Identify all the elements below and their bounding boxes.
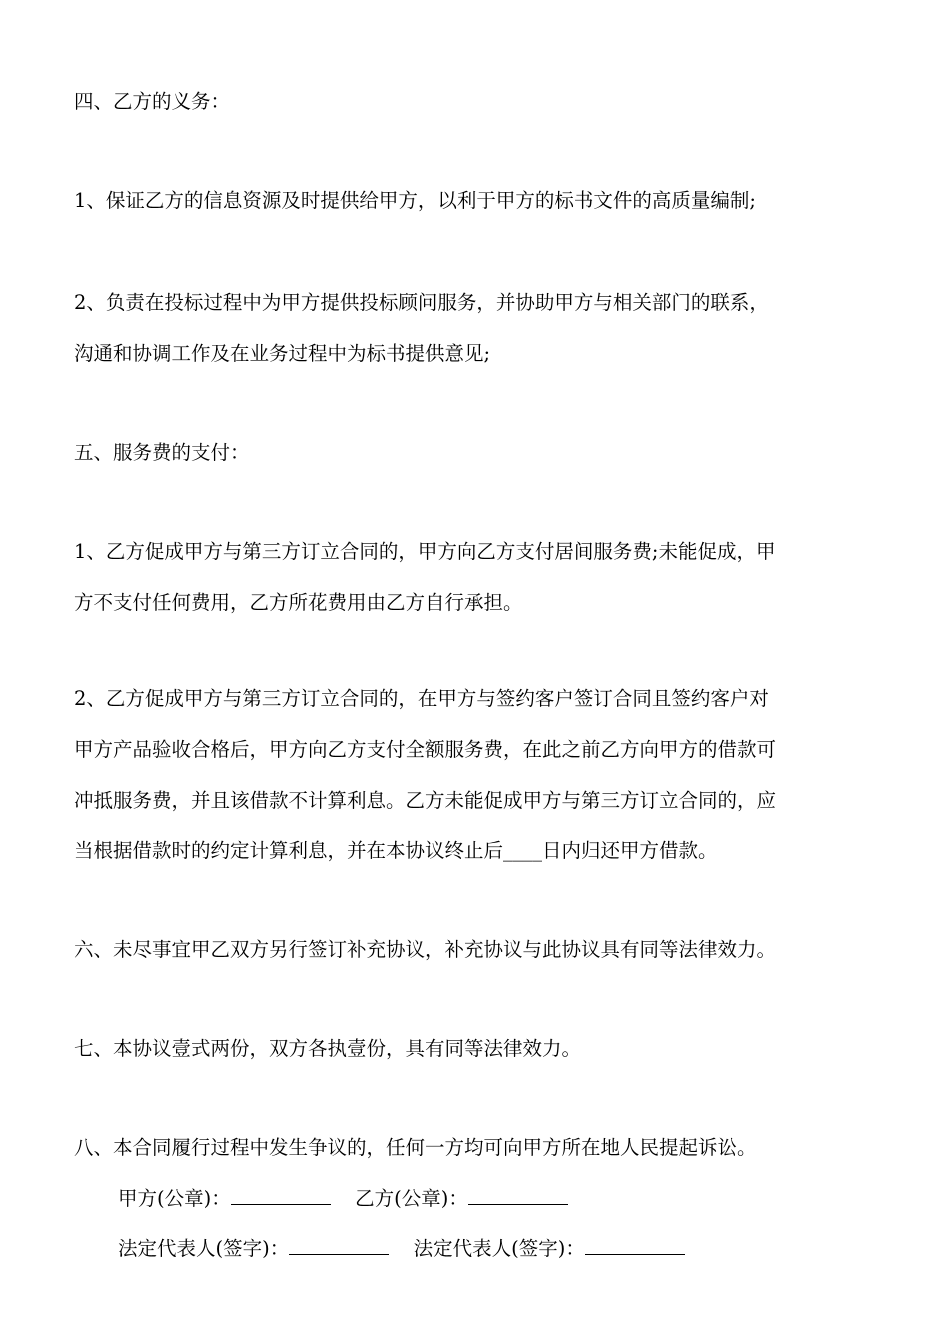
section-5-item-1-line-2: 方不支付任何费用，乙方所花费用由乙方自行承担。 xyxy=(74,591,523,614)
seal-signature-row xyxy=(118,1186,928,1212)
section-5-heading: 五、服务费的支付： xyxy=(74,441,250,464)
party-b-representative-blank[interactable] xyxy=(585,1253,685,1255)
section-5-item-2-line-3: 冲抵服务费，并且该借款不计算利息。乙方未能促成甲方与第三方订立合同的，应 xyxy=(74,789,777,812)
representative-signature-row xyxy=(118,1236,928,1262)
party-a-representative-blank[interactable] xyxy=(289,1253,389,1255)
party-b-representative-label: 法定代表人(签字)： xyxy=(413,1237,585,1260)
section-8: 八、本合同履行过程中发生争议的，任何一方均可向甲方所在地人民提起诉讼。 xyxy=(74,1136,757,1159)
party-a-representative-label: 法定代表人(签字)： xyxy=(118,1237,290,1260)
section-5-item-2-line-4: 当根据借款时的约定计算利息，并在本协议终止后____日内归还甲方借款。 xyxy=(74,839,718,862)
section-5-item-1-line-1: 1、乙方促成甲方与第三方订立合同的，甲方向乙方支付居间服务费;未能促成，甲 xyxy=(74,540,776,563)
section-6: 六、未尽事宜甲乙双方另行签订补充协议，补充协议与此协议具有同等法律效力。 xyxy=(74,938,777,961)
party-b-seal-label: 乙方(公章)： xyxy=(355,1187,468,1210)
party-b-seal-blank[interactable] xyxy=(468,1203,568,1205)
section-5-item-2-line-2: 甲方产品验收合格后，甲方向乙方支付全额服务费，在此之前乙方向甲方的借款可 xyxy=(74,738,777,761)
section-4-heading: 四、乙方的义务： xyxy=(74,90,231,113)
section-7: 七、本协议壹式两份，双方各执壹份，具有同等法律效力。 xyxy=(74,1037,582,1060)
party-a-seal-label: 甲方(公章)： xyxy=(118,1187,231,1210)
section-4-item-1: 1、保证乙方的信息资源及时提供给甲方，以利于甲方的标书文件的高质量编制; xyxy=(74,189,756,212)
section-4-item-2-line-1: 2、负责在投标过程中为甲方提供投标顾问服务，并协助甲方与相关部门的联系， xyxy=(74,291,769,314)
section-4-item-2-line-2: 沟通和协调工作及在业务过程中为标书提供意见; xyxy=(74,342,491,365)
party-a-seal-blank[interactable] xyxy=(231,1203,331,1205)
section-5-item-2-line-1: 2、乙方促成甲方与第三方订立合同的，在甲方与签约客户签订合同且签约客户对 xyxy=(74,687,769,710)
